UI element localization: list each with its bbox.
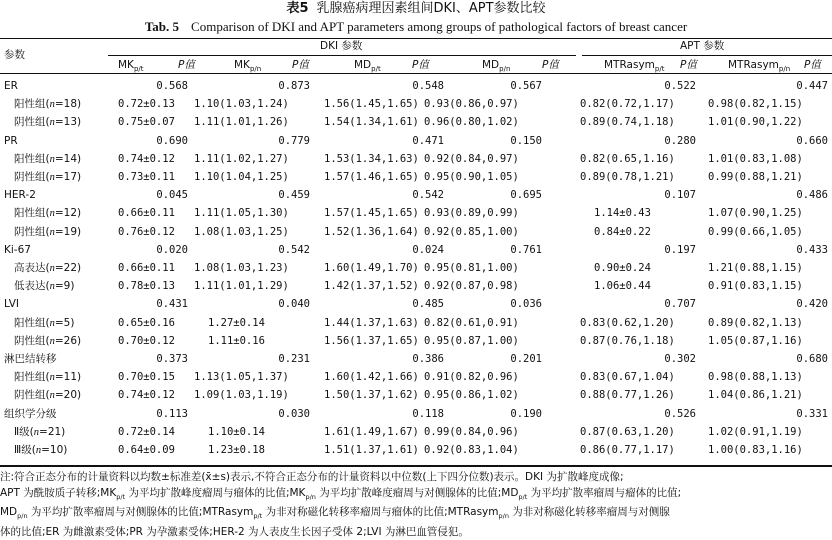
group-label: ER bbox=[4, 80, 18, 92]
subgroup-label: 阳性组(n=18) bbox=[14, 98, 82, 111]
p-value: 0.420 bbox=[796, 298, 828, 311]
table-cell: 0.72±0.14 bbox=[118, 425, 175, 438]
apt-group-header: APT 参数 bbox=[680, 40, 725, 52]
caption-en-label: Tab. 5 bbox=[144, 19, 180, 34]
table-note bbox=[0, 470, 832, 540]
p-value: 0.548 bbox=[412, 80, 444, 92]
table-cell: 1.44(1.37,1.63) bbox=[324, 316, 419, 329]
table-cell: 1.56(1.37,1.65) bbox=[324, 334, 419, 347]
table-cell: 1.10±0.14 bbox=[208, 425, 265, 438]
table-cell: 0.93(0.86,0.97) bbox=[424, 98, 519, 111]
table-cell: 0.83(0.67,1.04) bbox=[580, 371, 675, 384]
table-cell: 1.11(1.05,1.30) bbox=[194, 207, 289, 220]
caption-cn bbox=[0, 1, 832, 17]
table-cell: 1.10(1.03,1.24) bbox=[194, 98, 289, 111]
column-header: P值 bbox=[178, 59, 195, 71]
p-value: 0.707 bbox=[664, 298, 696, 311]
table-cell: 0.65±0.16 bbox=[118, 316, 175, 329]
table-cell: 0.82(0.61,0.91) bbox=[424, 316, 519, 329]
column-header: P值 bbox=[680, 59, 697, 71]
note-sub: p/t bbox=[253, 512, 263, 521]
subgroup-label: 阳性组(n=14) bbox=[14, 152, 82, 165]
caption-cn-label: 表5 bbox=[286, 1, 309, 16]
table-cell: 0.89(0.78,1.21) bbox=[580, 171, 675, 183]
p-value: 0.542 bbox=[412, 189, 444, 202]
table-cell: 0.66±0.11 bbox=[118, 262, 175, 274]
table-cell: 1.42(1.37,1.52) bbox=[324, 280, 419, 293]
column-header: $MD_{p/n}$ bbox=[482, 59, 511, 74]
p-value: 0.568 bbox=[156, 80, 188, 92]
p-value: 0.040 bbox=[278, 298, 310, 311]
table-cell: 0.86(0.77,1.17) bbox=[580, 444, 675, 456]
note-sub: p/t bbox=[116, 492, 126, 501]
table-cell: 1.27±0.14 bbox=[208, 316, 265, 329]
table-cell: 0.64±0.09 bbox=[118, 444, 175, 456]
note-seg: 为非对称磁化转移率瘤周与瘤体的比值;MTRasym bbox=[262, 506, 499, 519]
note-seg: 为非对称磁化转移率瘤周与对侧腺 bbox=[508, 506, 670, 519]
table-rule bbox=[582, 55, 832, 56]
table-cell: 1.13(1.05,1.37) bbox=[194, 371, 289, 384]
table-cell: 0.75±0.07 bbox=[118, 116, 175, 129]
p-value: 0.431 bbox=[156, 298, 188, 311]
caption-en-title: Comparison of DKI and APT parameters among groups of pathological factors of breast cancer bbox=[191, 19, 688, 34]
p-value: 0.542 bbox=[278, 243, 310, 256]
table-cell: 0.72±0.13 bbox=[118, 98, 175, 111]
subgroup-label: 阳性组(n=11) bbox=[14, 371, 82, 384]
table-cell: 1.07(0.90,1.25) bbox=[708, 207, 803, 220]
p-value: 0.680 bbox=[796, 353, 828, 365]
p-value: 0.526 bbox=[664, 407, 696, 420]
table-cell: 0.73±0.11 bbox=[118, 171, 175, 183]
table-cell: 0.95(0.86,1.02) bbox=[424, 389, 519, 402]
p-value: 0.761 bbox=[510, 243, 542, 256]
subgroup-label: 阴性组(n=20) bbox=[14, 389, 82, 402]
table-cell: 1.10(1.04,1.25) bbox=[194, 171, 289, 183]
subgroup-label: 阴性组(n=17) bbox=[14, 171, 82, 183]
table-cell: 1.23±0.18 bbox=[208, 444, 265, 456]
note-sub: p/n bbox=[17, 512, 28, 521]
note-seg: 为平均扩散率瘤周与对侧腺体的比值;MTRasym bbox=[27, 506, 254, 519]
p-value: 0.280 bbox=[664, 134, 696, 147]
p-value: 0.486 bbox=[796, 189, 828, 202]
table-cell: 1.11(1.01,1.29) bbox=[194, 280, 289, 293]
p-value: 0.660 bbox=[796, 134, 828, 147]
table-cell: 0.90±0.24 bbox=[594, 262, 651, 274]
table-cell: 1.50(1.37,1.62) bbox=[324, 389, 419, 402]
table-cell: 0.66±0.11 bbox=[118, 207, 175, 220]
note-seg: MD bbox=[0, 506, 18, 519]
column-header: $MK_{p/t}$ bbox=[118, 59, 144, 74]
table-cell: 0.87(0.63,1.20) bbox=[580, 425, 675, 438]
p-value: 0.190 bbox=[510, 407, 542, 420]
caption-en bbox=[0, 18, 832, 35]
p-value: 0.873 bbox=[278, 80, 310, 92]
table-cell: 0.74±0.12 bbox=[118, 152, 175, 165]
table-cell: 1.11±0.16 bbox=[208, 334, 265, 347]
caption-cn-title: 乳腺癌病理因素组间DKI、APT参数比较 bbox=[316, 1, 546, 16]
note-line-2 bbox=[0, 486, 832, 506]
table-cell: 0.82(0.65,1.16) bbox=[580, 152, 675, 165]
column-header-param: 参数 bbox=[4, 49, 25, 61]
table-cell: 0.92(0.87,0.98) bbox=[424, 280, 519, 293]
p-value: 0.386 bbox=[412, 353, 444, 365]
p-value: 0.020 bbox=[156, 243, 188, 256]
table-cell: 0.76±0.12 bbox=[118, 225, 175, 238]
p-value: 0.113 bbox=[156, 407, 188, 420]
table-cell: 1.11(1.01,1.26) bbox=[194, 116, 289, 129]
p-value: 0.024 bbox=[412, 243, 444, 256]
p-value: 0.690 bbox=[156, 134, 188, 147]
table-cell: 0.92(0.83,1.04) bbox=[424, 444, 519, 456]
column-header: MTRasym$_{p/n}$ bbox=[728, 59, 791, 74]
p-value: 0.030 bbox=[278, 407, 310, 420]
subgroup-label: 阴性组(n=13) bbox=[14, 116, 82, 129]
p-value: 0.695 bbox=[510, 189, 542, 202]
table-cell: 1.57(1.45,1.65) bbox=[324, 207, 419, 220]
table-cell: 0.91(0.82,0.96) bbox=[424, 371, 519, 384]
note-sub: p/t bbox=[518, 492, 528, 501]
p-value: 0.107 bbox=[664, 189, 696, 202]
group-label: LVI bbox=[4, 298, 19, 311]
p-value: 0.779 bbox=[278, 134, 310, 147]
column-header: P值 bbox=[804, 59, 821, 71]
subgroup-label: 高表达(n=22) bbox=[14, 262, 82, 274]
column-header: MTRasym$_{p/t}$ bbox=[604, 59, 665, 74]
note-sub: p/n bbox=[498, 512, 509, 521]
table-cell: 0.87(0.76,1.18) bbox=[580, 334, 675, 347]
table-cell: 1.08(1.03,1.25) bbox=[194, 225, 289, 238]
table-cell: 1.53(1.34,1.63) bbox=[324, 152, 419, 165]
column-header: $MK_{p/n}$ bbox=[234, 59, 262, 74]
p-value: 0.567 bbox=[510, 80, 542, 92]
p-value: 0.447 bbox=[796, 80, 828, 92]
note-line-4: 体的比值;ER 为雌激素受体;PR 为孕激素受体;HER-2 为人表皮生长因子受体 2;LVI 为淋巴血管侵犯。 bbox=[0, 525, 469, 538]
table-cell: 1.60(1.49,1.70) bbox=[324, 262, 419, 274]
table-cell: 1.60(1.42,1.66) bbox=[324, 371, 419, 384]
table-cell: 0.74±0.12 bbox=[118, 389, 175, 402]
group-label: 组织学分级 bbox=[4, 407, 57, 420]
dki-group-header: DKI 参数 bbox=[320, 40, 363, 52]
table-cell: 1.05(0.87,1.16) bbox=[708, 334, 803, 347]
subgroup-label: Ⅲ级(n=10) bbox=[14, 444, 68, 456]
table-cell: 0.83(0.62,1.20) bbox=[580, 316, 675, 329]
note-seg: 为平均扩散峰度瘤周与对侧腺体的比值;MD bbox=[315, 486, 519, 499]
table-cell: 1.52(1.36,1.64) bbox=[324, 225, 419, 238]
table-cell: 0.89(0.82,1.13) bbox=[708, 316, 803, 329]
p-value: 0.231 bbox=[278, 353, 310, 365]
p-value: 0.433 bbox=[796, 243, 828, 256]
column-header: P值 bbox=[292, 59, 309, 71]
table-cell: 0.98(0.82,1.15) bbox=[708, 98, 803, 111]
group-label: HER-2 bbox=[4, 189, 36, 202]
table-cell: 0.96(0.80,1.02) bbox=[424, 116, 519, 129]
note-sub: p/n bbox=[305, 492, 316, 501]
p-value: 0.118 bbox=[412, 407, 444, 420]
p-value: 0.302 bbox=[664, 353, 696, 365]
p-value: 0.373 bbox=[156, 353, 188, 365]
table-cell: 1.02(0.91,1.19) bbox=[708, 425, 803, 438]
group-label: 淋巴结转移 bbox=[4, 353, 57, 365]
table-cell: 0.70±0.15 bbox=[118, 371, 175, 384]
table-cell: 1.61(1.49,1.67) bbox=[324, 425, 419, 438]
note-seg: APT 为酰胺质子转移;MK bbox=[0, 486, 117, 499]
subgroup-label: 阳性组(n=12) bbox=[14, 207, 82, 220]
table-cell: 0.92(0.84,0.97) bbox=[424, 152, 519, 165]
subgroup-label: 阳性组(n=5) bbox=[14, 316, 75, 329]
subgroup-label: 低表达(n=9) bbox=[14, 280, 75, 293]
table-cell: 0.99(0.66,1.05) bbox=[708, 225, 803, 238]
p-value: 0.522 bbox=[664, 80, 696, 92]
table-cell: 1.11(1.02,1.27) bbox=[194, 152, 289, 165]
note-seg: 为平均扩散峰度瘤周与瘤体的比值;MK bbox=[125, 486, 306, 499]
table-cell: 1.09(1.03,1.19) bbox=[194, 389, 289, 402]
p-value: 0.197 bbox=[664, 243, 696, 256]
table-cell: 1.01(0.90,1.22) bbox=[708, 116, 803, 129]
p-value: 0.471 bbox=[412, 134, 444, 147]
table-cell: 0.84±0.22 bbox=[594, 225, 651, 238]
table-cell: 1.51(1.37,1.61) bbox=[324, 444, 419, 456]
subgroup-label: Ⅱ级(n=21) bbox=[14, 425, 66, 438]
table-cell: 0.70±0.12 bbox=[118, 334, 175, 347]
table-cell: 0.93(0.89,0.99) bbox=[424, 207, 519, 220]
table-cell: 0.99(0.84,0.96) bbox=[424, 425, 519, 438]
group-label: PR bbox=[4, 134, 18, 147]
p-value: 0.036 bbox=[510, 298, 542, 311]
table-cell: 1.14±0.43 bbox=[594, 207, 651, 220]
column-header: $MD_{p/t}$ bbox=[354, 59, 381, 74]
table-cell: 0.82(0.72,1.17) bbox=[580, 98, 675, 111]
table-cell: 1.54(1.34,1.61) bbox=[324, 116, 419, 129]
table-cell: 1.04(0.86,1.21) bbox=[708, 389, 803, 402]
table-cell: 0.88(0.77,1.26) bbox=[580, 389, 675, 402]
p-value: 0.150 bbox=[510, 134, 542, 147]
note-line-1: 注:符合正态分布的计量资料以均数±标准差(x̄±s)表示,不符合正态分布的计量资料以中位数(上下四分位数)表示。DKI 为扩散峰度成像; bbox=[0, 471, 624, 483]
subgroup-label: 阴性组(n=26) bbox=[14, 334, 82, 347]
table-rule bbox=[0, 465, 832, 466]
table-cell: 0.78±0.13 bbox=[118, 280, 175, 293]
table-cell: 1.08(1.03,1.23) bbox=[194, 262, 289, 274]
p-value: 0.331 bbox=[796, 407, 828, 420]
table-cell: 0.95(0.87,1.00) bbox=[424, 334, 519, 347]
p-value: 0.485 bbox=[412, 298, 444, 311]
table-cell: 1.57(1.46,1.65) bbox=[324, 171, 419, 183]
table-cell: 1.01(0.83,1.08) bbox=[708, 152, 803, 165]
table-rule bbox=[108, 55, 576, 56]
note-seg: 为平均扩散率瘤周与瘤体的比值; bbox=[527, 486, 682, 499]
subgroup-label: 阴性组(n=19) bbox=[14, 225, 82, 238]
note-line-3 bbox=[0, 505, 832, 525]
table-cell: 1.00(0.83,1.16) bbox=[708, 444, 803, 456]
group-label: Ki-67 bbox=[4, 243, 31, 256]
column-header: P值 bbox=[542, 59, 559, 71]
table-cell: 0.98(0.88,1.13) bbox=[708, 371, 803, 384]
table-cell: 1.06±0.44 bbox=[594, 280, 651, 293]
table-cell: 0.92(0.85,1.00) bbox=[424, 225, 519, 238]
table-cell: 0.89(0.74,1.18) bbox=[580, 116, 675, 129]
p-value: 0.045 bbox=[156, 189, 188, 202]
p-value: 0.201 bbox=[510, 353, 542, 365]
table-cell: 0.99(0.88,1.21) bbox=[708, 171, 803, 183]
table-cell: 0.95(0.90,1.05) bbox=[424, 171, 519, 183]
table-cell: 1.56(1.45,1.65) bbox=[324, 98, 419, 111]
table-cell: 1.21(0.88,1.15) bbox=[708, 262, 803, 274]
p-value: 0.459 bbox=[278, 189, 310, 202]
column-header: P值 bbox=[412, 59, 429, 71]
table-cell: 0.95(0.81,1.00) bbox=[424, 262, 519, 274]
table-cell: 0.91(0.83,1.15) bbox=[708, 280, 803, 293]
